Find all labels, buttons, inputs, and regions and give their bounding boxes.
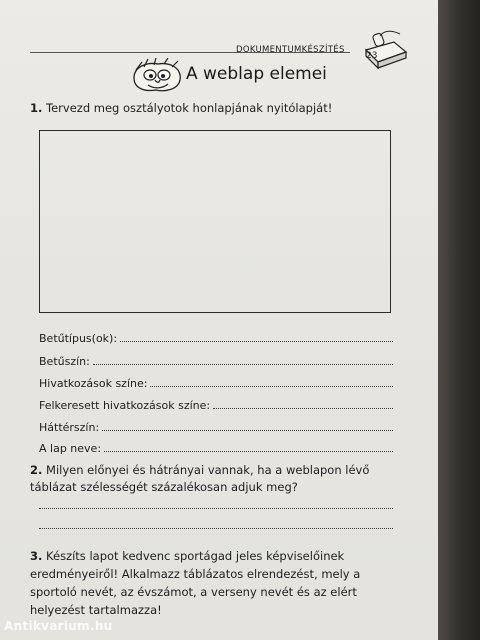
dotted-answer-line [93,363,393,365]
question-3-text: Készíts lapot kedvenc sportágad jeles képviselőinek eredményeiről! Alkalmazz táblázatos elrendezést, mely a sportoló nevét, az évszámot, a verseny nevét és az elért helyezést tartalmazza! [30,549,361,617]
printer-mouse-icon [354,28,414,74]
field-label: Betűszín: [39,355,90,368]
page-number: 23 [366,51,378,61]
dotted-answer-line [213,407,393,409]
field-label: Felkeresett hivatkozások színe: [39,399,211,412]
question-3-number: 3. [30,549,43,563]
field-label: Hivatkozások színe: [39,377,148,390]
question-1 [30,101,332,115]
field-link-color [39,374,393,390]
watermark: Antikvarium.hu [4,619,113,633]
header-label: DOKUMENTUMKÉSZÍTÉS [236,45,345,55]
dotted-answer-line [39,528,393,529]
dotted-answer-line [104,450,393,452]
field-label: A lap neve: [39,442,102,455]
dotted-answer-line [39,508,393,509]
dotted-answer-line [102,429,393,431]
cartoon-face-icon [128,58,186,94]
question-3 [30,547,395,619]
field-page-name [39,439,393,455]
question-2-text: Milyen előnyei és hátrányai vannak, ha a weblapon lévő táblázat szélességét százalékosan adjuk meg? [30,463,370,494]
question-1-text: Tervezd meg osztályotok honlapjának nyitólapját! [46,101,333,115]
question-1-number: 1. [30,101,43,115]
field-visited-link-color [39,396,393,412]
question-2 [30,462,395,496]
field-font-color [39,352,393,368]
field-label: Betűtípus(ok): [39,332,118,345]
dotted-answer-line [150,385,393,387]
dotted-answer-line [120,340,393,342]
book-spine-shadow [438,0,480,640]
page-title: A weblap elemei [186,64,327,84]
field-background-color [39,418,393,434]
question-2-number: 2. [30,463,43,477]
field-font-types [39,329,393,345]
field-label: Háttérszín: [39,421,100,434]
homepage-design-box [39,130,391,313]
